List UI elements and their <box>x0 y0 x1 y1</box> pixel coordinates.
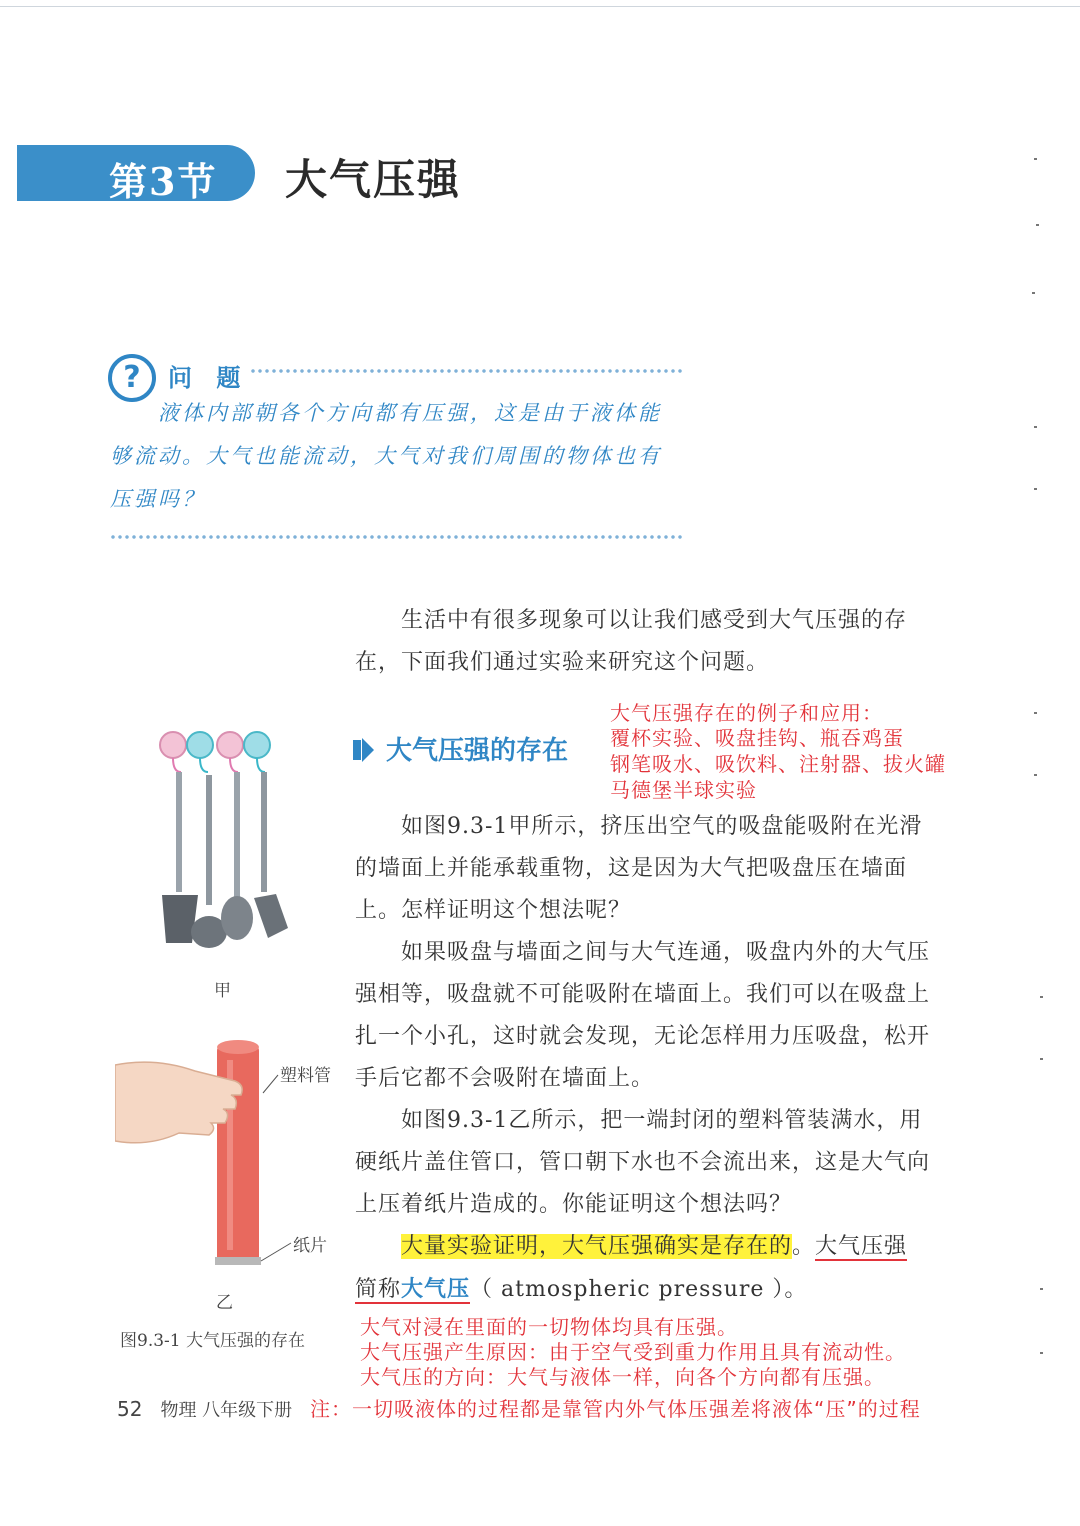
annotation-note-4: 注：一切吸液体的过程都是靠管内外气体压强差将液体“压”的过程 <box>310 1397 921 1421</box>
question-bottom-border <box>110 534 685 540</box>
figure-label-a: 甲 <box>214 981 231 1001</box>
conclusion-period: 。 <box>792 1234 816 1259</box>
term-short-prefix: 简称 <box>355 1277 402 1302</box>
subheading-marker-icon <box>353 740 361 760</box>
annotation-note-1: 大气对浸在里面的一切物体均具有压强。 <box>360 1315 738 1339</box>
paragraph-2: 如果吸盘与墙面之间与大气连通，吸盘内外的大气压强相等，吸盘就不可能吸附在墙面上。我们可以在吸盘上扎一个小孔，这时就会发现，无论怎样用力压吸盘，松开手后它都不会吸附在墙面上。 <box>355 940 931 1091</box>
page-footer <box>117 1396 292 1422</box>
margin-dot <box>1034 426 1037 428</box>
page-top-rule <box>0 6 1080 7</box>
paragraph-3: 如图9.3-1乙所示，把一端封闭的塑料管装满水，用硬纸片盖住管口，管口朝下水也不会流出来，这是大气向上压着纸片造成的。你能证明这个想法吗？ <box>355 1108 931 1217</box>
margin-dot <box>1036 224 1039 226</box>
paper-label: 纸片 <box>293 1236 327 1256</box>
margin-dot <box>1034 774 1037 776</box>
term-english: （ atmospheric pressure ）。 <box>470 1277 808 1302</box>
question-text: 液体内部朝各个方向都有压强，这是由于液体能够流动。大气也能流动，大气对我们周围的物体也有压强吗？ <box>110 401 662 511</box>
intro-paragraph: 生活中有很多现象可以让我们感受到大气压强的存在，下面我们通过实验来研究这个问题。 <box>355 608 908 675</box>
section-label: 第3节 <box>109 159 218 204</box>
annotation-examples-1: 覆杯实验、吸盘挂钩、瓶吞鸡蛋 <box>610 726 904 750</box>
book-title: 物理 八年级下册 <box>160 1400 293 1421</box>
section-banner <box>17 145 255 204</box>
question-icon: ? <box>108 354 156 402</box>
subheading: 大气压强的存在 <box>386 736 569 766</box>
annotation-note-3: 大气压的方向：大气与液体一样，向各个方向都有压强。 <box>360 1365 885 1389</box>
annotation-examples-2: 钢笔吸水、吸饮料、注射器、拔火罐 <box>610 752 946 776</box>
annotation-note-2: 大气压强产生原因：由于空气受到重力作用且具有流动性。 <box>360 1340 906 1364</box>
figure-label-b: 乙 <box>216 1293 233 1313</box>
question-top-border <box>250 368 682 374</box>
conclusion-highlight: 大量实验证明，大气压强确实是存在的 <box>401 1234 793 1259</box>
term-short: 大气压 <box>401 1276 471 1302</box>
margin-dot <box>1040 1352 1043 1354</box>
margin-dot <box>1034 712 1037 714</box>
margin-dot <box>1032 292 1035 294</box>
subheading-arrow-icon <box>362 738 374 762</box>
margin-dot <box>1034 158 1037 160</box>
suction-hooks-illustration <box>140 720 310 965</box>
section-title: 大气压强 <box>285 155 462 204</box>
paragraph-1: 如图9.3-1甲所示，挤压出空气的吸盘能吸附在光滑的墙面上并能承载重物，这是因为大气把吸盘压在墙面上。怎样证明这个想法呢？ <box>355 814 923 923</box>
figure-caption: 图9.3-1 大气压强的存在 <box>120 1331 305 1351</box>
annotation-examples-3: 马德堡半球实验 <box>610 778 757 802</box>
term-atmospheric-pressure: 大气压强 <box>815 1234 908 1259</box>
question-label: 问 题 <box>168 364 249 392</box>
page-number: 52 <box>117 1397 143 1421</box>
margin-dot <box>1040 996 1043 998</box>
conclusion-paragraph <box>355 1226 933 1311</box>
margin-dot <box>1034 488 1037 490</box>
annotation-examples-title: 大气压强存在的例子和应用： <box>610 701 883 725</box>
tube-label: 塑料管 <box>280 1066 331 1086</box>
margin-dot <box>1040 1288 1043 1290</box>
margin-dot <box>1040 1058 1043 1060</box>
